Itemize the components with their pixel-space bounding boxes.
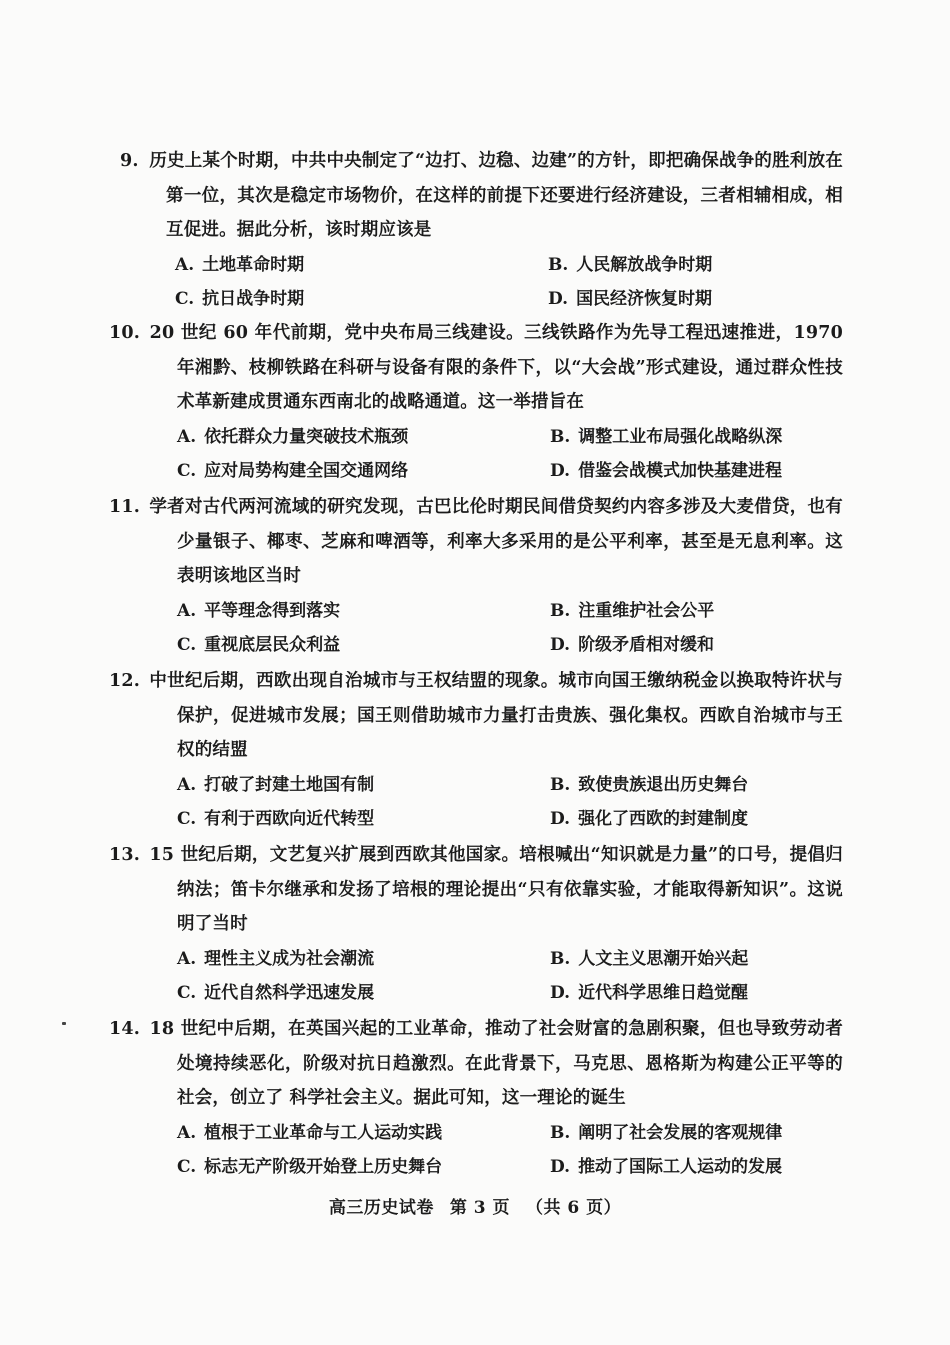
question-stem: 10. 20 世纪 60 年代前期，党中央布局三线建设。三线铁路作为先导工程迅速推进，1970年湘黔、枝柳铁路在科研与设备有限的条件下，以“大会战”形式建设，通过群众性技术革新建成贯通东西南北的战略通道。这一举措旨在 (109, 323, 843, 412)
option-d[interactable]: D. 推动了国际工人运动的发展 (550, 1157, 783, 1177)
option-c[interactable]: C. 近代自然科学迅速发展 (177, 983, 375, 1003)
page-footer (0, 1193, 950, 1218)
answer-options (177, 768, 843, 837)
question-13 (109, 838, 843, 1011)
option-d[interactable]: D. 阶级矛盾相对缓和 (550, 635, 715, 655)
option-d[interactable]: D. 强化了西欧的封建制度 (550, 809, 749, 829)
answer-options (177, 1116, 843, 1185)
option-a[interactable]: A. 平等理念得到落实 (177, 600, 341, 621)
answer-options (177, 942, 843, 1011)
option-a[interactable]: A. 依托群众力量突破技术瓶颈 (177, 426, 409, 447)
option-a[interactable]: A. 土地革命时期 (175, 254, 305, 275)
option-d[interactable]: D. 近代科学思维日趋觉醒 (550, 983, 749, 1003)
question-text: 中世纪后期，西欧出现自治城市与王权结盟的现象。城市向国王缴纳税金以换取特许状与保护，促进城市发展；国王则借助城市力量打击贵族、强化集权。西欧自治城市与王权的结盟 (149, 671, 844, 760)
exam-title: 高三历史试卷 (328, 1198, 434, 1218)
option-d[interactable]: D. 国民经济恢复时期 (548, 289, 713, 309)
option-a[interactable]: A. 理性主义成为社会潮流 (177, 948, 375, 969)
option-c[interactable]: C. 重视底层民众利益 (177, 635, 341, 655)
option-b[interactable]: B. 阐明了社会发展的客观规律 (550, 1122, 783, 1143)
question-stem: 14. 18 世纪中后期，在英国兴起的工业革命，推动了社会财富的急剧积聚，但也导致劳动者处境持续恶化，阶级对抗日趋激烈。在此背景下，马克思、恩格斯为构建公正平等的社会，创立了 科学社会主义。据此可知，这一理论的诞生 (109, 1019, 843, 1108)
answer-options (175, 248, 843, 317)
question-text: 15 世纪后期，文艺复兴扩展到西欧其他国家。培根喊出“知识就是力量”的口号，提倡归纳法；笛卡尔继承和发扬了培根的理论提出“只有依靠实验，才能取得新知识”。这说明了当时 (149, 845, 843, 934)
question-text: 学者对古代两河流域的研究发现，古巴比伦时期民间借贷契约内容多涉及大麦借贷，也有少量银子、椰枣、芝麻和啤酒等，利率大多采用的是公平利率，甚至是无息利率。这表明该地区当时 (149, 497, 844, 586)
question-14 (109, 1012, 843, 1185)
option-c[interactable]: C. 标志无产阶级开始登上历史舞台 (177, 1157, 443, 1177)
question-10 (109, 316, 843, 489)
question-text: 18 世纪中后期，在英国兴起的工业革命，推动了社会财富的急剧积聚，但也导致劳动者处境持续恶化，阶级对抗日趋激烈。在此背景下，马克思、恩格斯为构建公正平等的社会，创立了 科学社会主义。据此可知，这一理论的诞生 (149, 1019, 843, 1108)
answer-options (177, 420, 843, 489)
option-b[interactable]: B. 致使贵族退出历史舞台 (550, 774, 749, 795)
option-b[interactable]: B. 注重维护社会公平 (550, 600, 715, 621)
question-12 (109, 664, 844, 837)
question-stem: 12. 中世纪后期，西欧出现自治城市与王权结盟的现象。城市向国王缴纳税金以换取特许状与保护，促进城市发展；国王则借助城市力量打击贵族、强化集权。西欧自治城市与王权的结盟 (109, 671, 844, 760)
question-text: 20 世纪 60 年代前期，党中央布局三线建设。三线铁路作为先导工程迅速推进，1970年湘黔、枝柳铁路在科研与设备有限的条件下，以“大会战”形式建设，通过群众性技术革新建成贯通东西南北的战略通道。这一举措旨在 (149, 323, 843, 412)
question-9 (120, 144, 843, 317)
option-d[interactable]: D. 借鉴会战模式加快基建进程 (550, 461, 783, 481)
option-c[interactable]: C. 有利于西欧向近代转型 (177, 809, 375, 829)
option-c[interactable]: C. 应对局势构建全国交通网络 (177, 461, 409, 481)
page-number: 第 3 页 (449, 1198, 510, 1218)
option-a[interactable]: A. 植根于工业革命与工人运动实践 (177, 1122, 443, 1143)
scan-speck (62, 1022, 66, 1025)
option-b[interactable]: B. 人文主义思潮开始兴起 (550, 948, 749, 969)
question-stem: 9. 历史上某个时期，中共中央制定了“边打、边稳、边建”的方针，即把确保战争的胜利放在第一位，其次是稳定市场物价，在这样的前提下还要进行经济建设，三者相辅相成，相互促进。据此分析，该时期应该是 (120, 151, 843, 240)
option-b[interactable]: B. 调整工业布局强化战略纵深 (550, 426, 783, 447)
question-stem: 11. 学者对古代两河流域的研究发现，古巴比伦时期民间借贷契约内容多涉及大麦借贷，也有少量银子、椰枣、芝麻和啤酒等，利率大多采用的是公平利率，甚至是无息利率。这表明该地区当时 (109, 497, 844, 586)
question-stem: 13. 15 世纪后期，文艺复兴扩展到西欧其他国家。培根喊出“知识就是力量”的口号，提倡归纳法；笛卡尔继承和发扬了培根的理论提出“只有依靠实验，才能取得新知识”。这说明了当时 (109, 845, 843, 934)
question-text: 历史上某个时期，中共中央制定了“边打、边稳、边建”的方针，即把确保战争的胜利放在第一位，其次是稳定市场物价，在这样的前提下还要进行经济建设，三者相辅相成，相互促进。据此分析，该时期应该是 (149, 151, 843, 240)
answer-options (177, 594, 843, 663)
option-a[interactable]: A. 打破了封建土地国有制 (177, 774, 375, 795)
question-11 (109, 490, 844, 663)
option-c[interactable]: C. 抗日战争时期 (175, 289, 305, 309)
total-pages: （共 6 页） (526, 1198, 622, 1218)
option-b[interactable]: B. 人民解放战争时期 (548, 254, 713, 275)
